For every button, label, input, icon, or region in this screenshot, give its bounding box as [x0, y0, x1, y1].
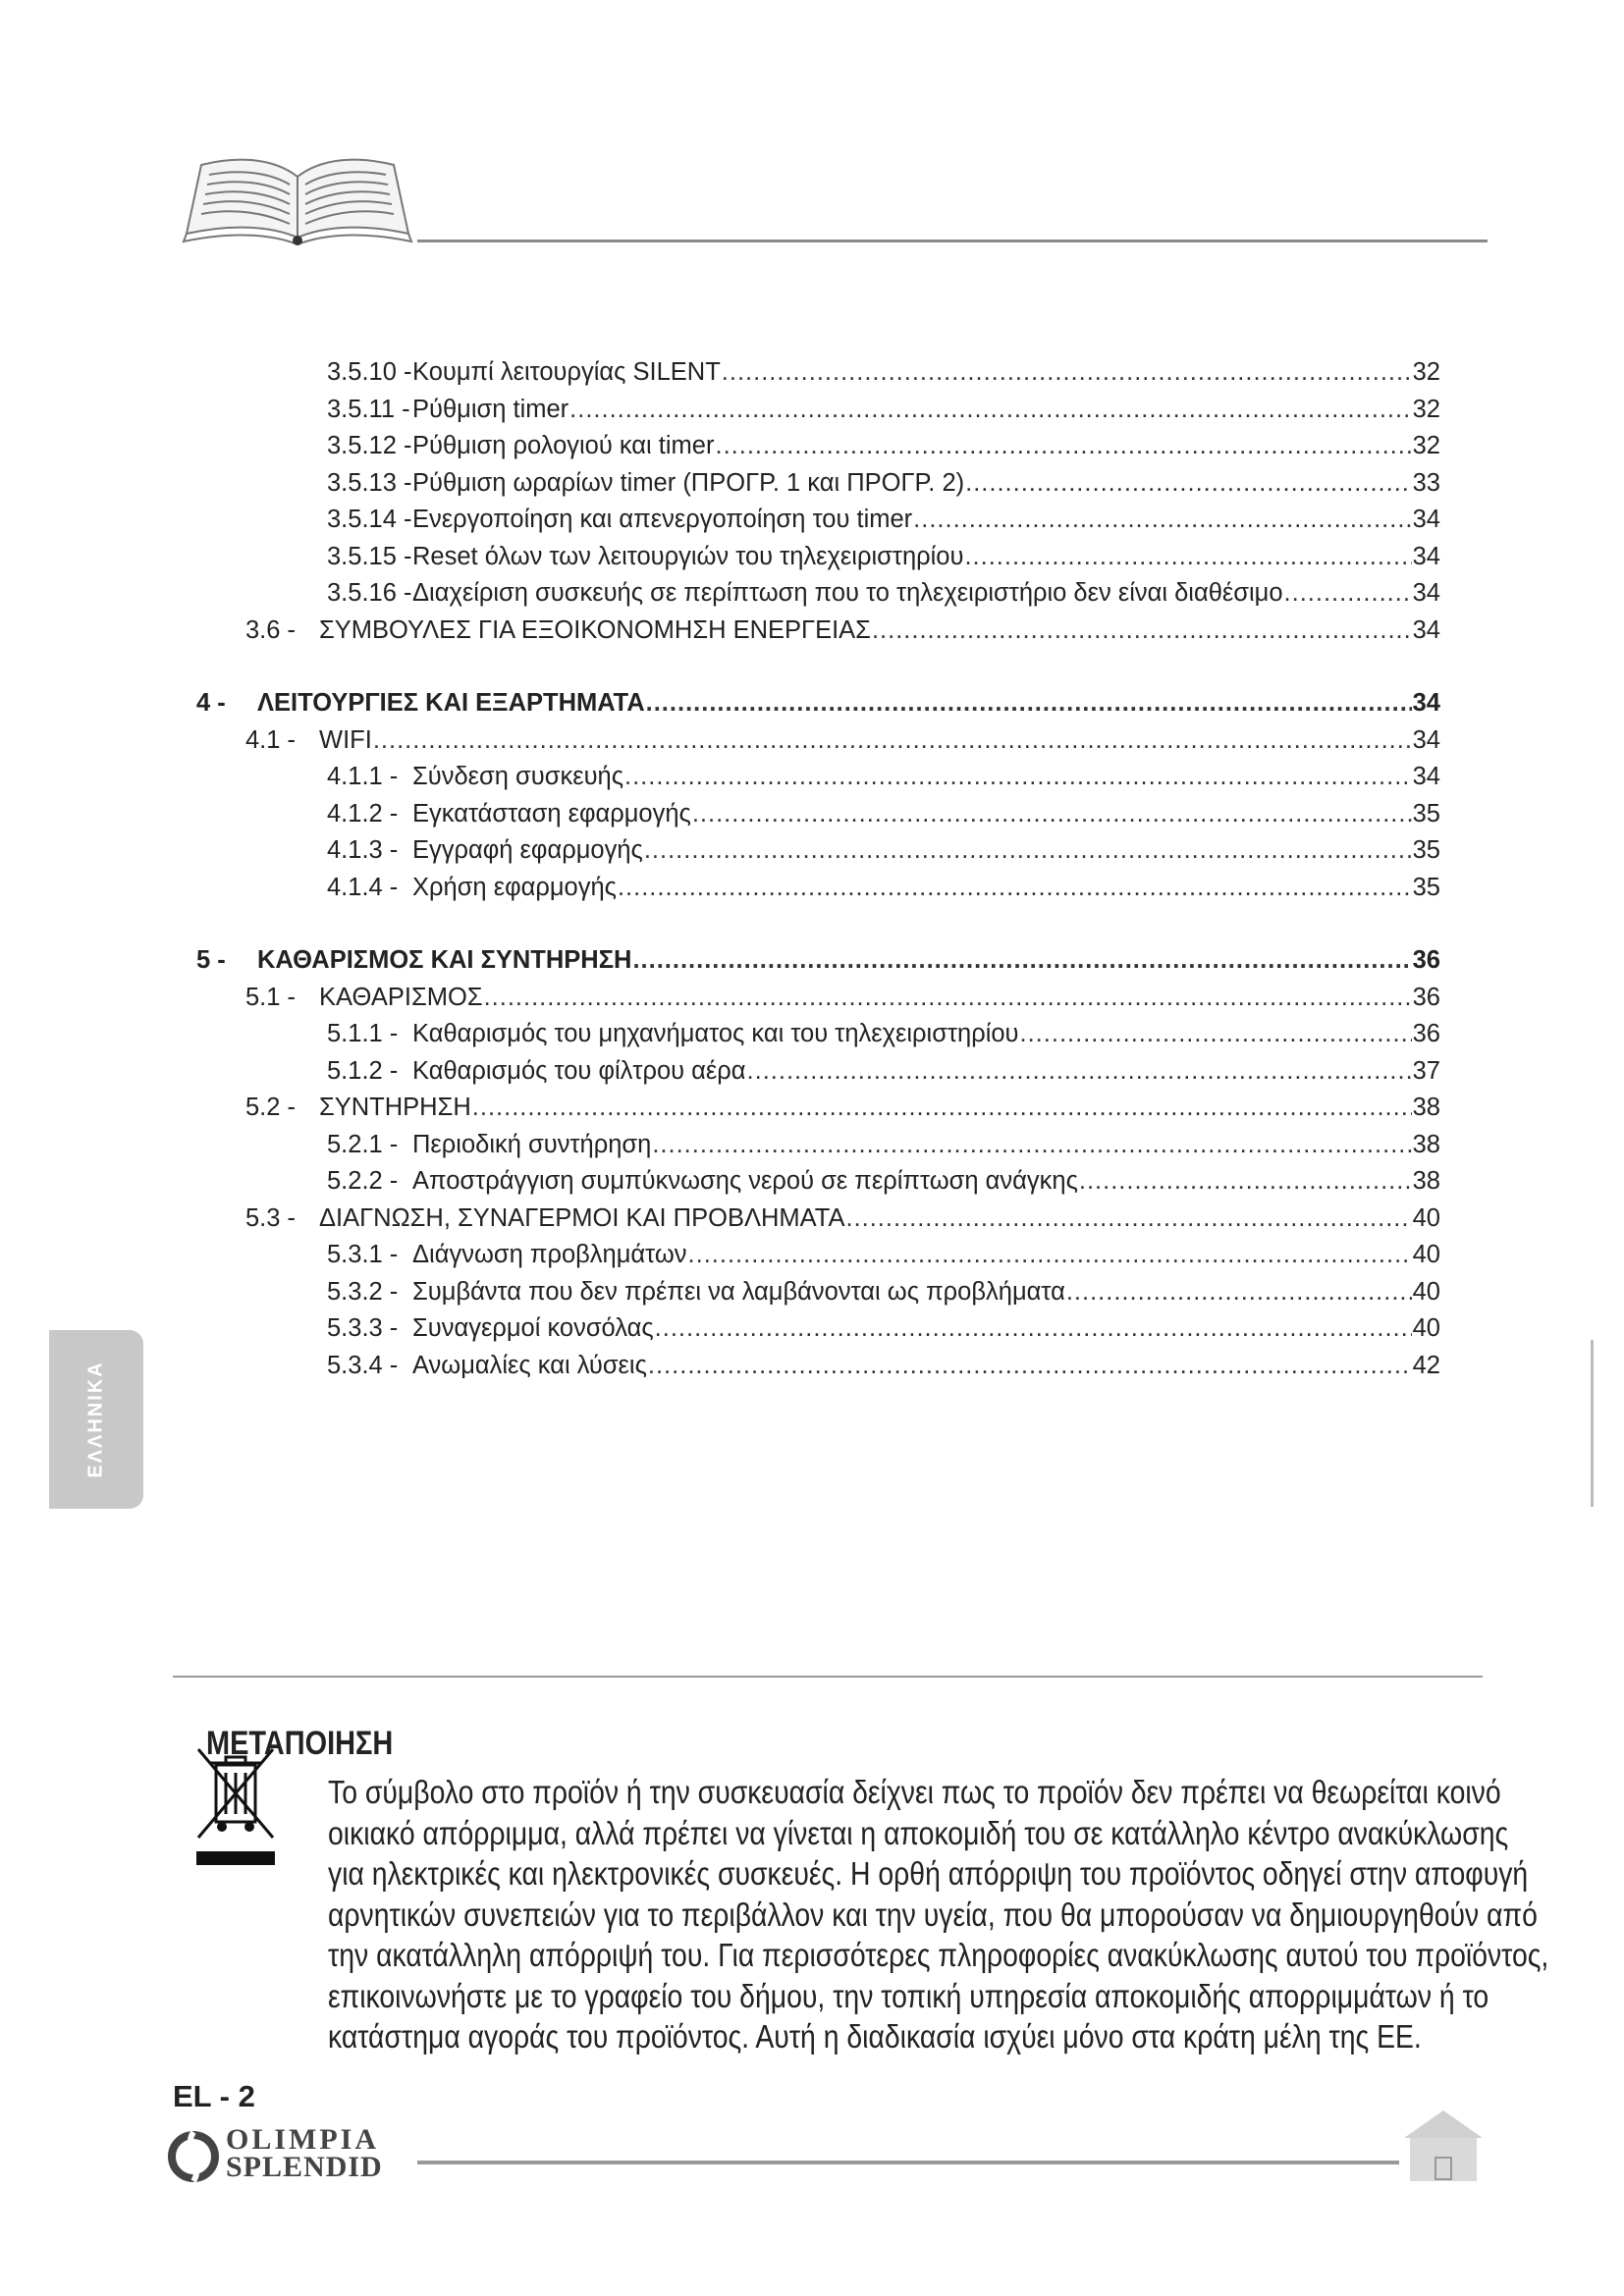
toc-leader-dots — [624, 762, 1412, 791]
toc-entry[interactable] — [327, 762, 1440, 791]
toc-entry-number: 3.5.13 - — [327, 468, 412, 497]
toc-entry[interactable] — [327, 1277, 1440, 1307]
toc-leader-dots — [652, 1130, 1411, 1159]
toc-entry[interactable] — [327, 1351, 1440, 1380]
page-number: EL - 2 — [173, 2079, 255, 2113]
toc-entry[interactable] — [327, 468, 1440, 498]
toc-entry[interactable] — [327, 431, 1440, 460]
toc-entry-page: 33 — [1412, 468, 1440, 497]
toc-entry-title: Reset όλων των λειτουργιών του τηλεχειριστηρίου — [412, 542, 964, 570]
toc-leader-dots — [872, 615, 1412, 645]
toc-entry-number: 5.2.2 - — [327, 1167, 399, 1195]
toc-entry-number: 5.3 - — [245, 1203, 297, 1232]
toc-entry-page: 32 — [1412, 395, 1440, 423]
toc-entry-title: Ρύθμιση ρολογιού και timer — [412, 432, 715, 459]
toc-entry-number: 4 - — [196, 689, 226, 717]
toc-entry-number: 5.3.3 - — [327, 1314, 399, 1342]
toc-entry-page: 38 — [1412, 1130, 1440, 1158]
language-tab-label: ΕΛΛΗΝΙΚΑ — [84, 1361, 107, 1478]
toc-leader-dots — [965, 468, 1412, 498]
toc-entry[interactable] — [327, 799, 1440, 828]
toc-entry-title: Διάγνωση προβλημάτων — [412, 1241, 687, 1268]
toc-leader-dots — [715, 431, 1411, 460]
logo-text-bottom: SPLENDID — [226, 2151, 383, 2183]
book-icon — [182, 147, 417, 245]
toc-entry-title: Διαχείριση συσκευής σε περίπτωση που το τηλεχειριστήριο δεν είναι διαθέσιμο — [412, 579, 1283, 607]
toc-entry[interactable] — [245, 1203, 1440, 1233]
recycling-line: κατάστημα αγοράς του προϊόντος. Αυτή η διαδικασία ισχύει μόνο στα κράτη μέλη της ΕΕ. — [328, 2018, 1422, 2055]
toc-entry-title: Συμβάντα που δεν πρέπει να λαμβάνονται ως προβλήματα — [412, 1277, 1065, 1306]
toc-entry-number: 5.1.2 - — [327, 1056, 399, 1085]
right-margin-mark — [1591, 1340, 1594, 1507]
toc-entry[interactable] — [327, 1240, 1440, 1269]
recycling-line: αρνητικών συνεπειών για το περιβάλλον και την υγεία, που θα μπορούσαν να δημιουργηθούν από — [328, 1896, 1538, 1933]
toc-entry[interactable] — [327, 1130, 1440, 1159]
recycling-text — [328, 1772, 1549, 2057]
toc-entry-page: 34 — [1412, 763, 1440, 790]
toc-entry[interactable] — [245, 1093, 1440, 1122]
toc-entry-title: Εγγραφή εφαρμογής — [412, 836, 643, 864]
toc-entry-title: WIFI — [319, 725, 372, 754]
toc-entry[interactable] — [327, 1166, 1440, 1196]
toc-leader-dots — [644, 835, 1412, 865]
toc-entry[interactable] — [327, 1056, 1440, 1086]
toc-leader-dots — [747, 1056, 1412, 1086]
toc-entry-page: 35 — [1412, 836, 1440, 864]
toc-entry-page: 34 — [1412, 542, 1440, 570]
toc-entry-number: 4.1.1 - — [327, 763, 399, 790]
recycling-line: επικοινωνήστε με το γραφείο του δήμου, την τοπική υπηρεσία αποκομιδής απορριμμάτων ή το — [328, 1977, 1489, 2014]
toc-leader-dots — [373, 725, 1412, 755]
toc-leader-dots — [472, 1093, 1412, 1122]
toc-entry-page: 35 — [1412, 873, 1440, 901]
toc-entry-title: Ανωμαλίες και λύσεις — [412, 1351, 647, 1379]
toc-entry-number: 4.1.4 - — [327, 873, 399, 901]
toc-entry-title: ΣΥΜΒΟΥΛΕΣ ΓΙΑ ΕΞΟΙΚΟΝΟΜΗΣΗ ΕΝΕΡΓΕΙΑΣ — [319, 615, 871, 644]
toc-entry-page: 34 — [1412, 579, 1440, 607]
toc-entry-number: 5.3.1 - — [327, 1241, 399, 1268]
toc-entry-number: 4.1.3 - — [327, 836, 399, 864]
toc-entry-number: 4.1 - — [245, 725, 297, 754]
toc-entry-title: Σύνδεση συσκευής — [412, 763, 623, 790]
header-rule — [417, 240, 1488, 242]
toc-entry-page: 38 — [1412, 1094, 1440, 1121]
toc-entry-number: 5.3.2 - — [327, 1277, 399, 1306]
toc-leader-dots — [913, 505, 1411, 534]
toc-entry-page: 35 — [1412, 799, 1440, 828]
toc-entry-page: 34 — [1412, 615, 1440, 644]
toc-entry-number: 5.2 - — [245, 1094, 297, 1121]
footer-rule — [417, 2161, 1399, 2164]
recycling-line: οικιακό απόρριμμα, αλλά πρέπει να γίνεται η αποκομιδή του σε κατάλληλο κέντρο ανακύκλωσης — [328, 1814, 1509, 1851]
toc-entry[interactable] — [327, 835, 1440, 865]
recycling-title: ΜΕΤΑΠΟΙΗΣΗ — [206, 1725, 394, 1762]
toc-entry-number: 3.5.14 - — [327, 506, 412, 533]
toc-entry-page: 36 — [1412, 1020, 1440, 1047]
toc-entry[interactable] — [245, 725, 1440, 755]
toc-leader-dots — [618, 873, 1412, 902]
toc-entry-page: 34 — [1412, 689, 1440, 717]
toc-entry-title: ΔΙΑΓΝΩΣΗ, ΣΥΝΑΓΕΡΜΟΙ ΚΑΙ ΠΡΟΒΛΗΜΑΤΑ — [319, 1203, 845, 1232]
toc-entry-page: 37 — [1412, 1056, 1440, 1085]
home-icon[interactable] — [1402, 2109, 1485, 2183]
recycling-line: Το σύμβολο στο προϊόν ή την συσκευασία δείχνει πως το προϊόν δεν πρέπει να θεωρείται κοινό — [328, 1774, 1501, 1810]
toc-leader-dots — [845, 1203, 1411, 1233]
toc-entry-page: 40 — [1412, 1277, 1440, 1306]
toc-entry-page: 40 — [1412, 1203, 1440, 1232]
toc-entry-title: Ενεργοποίηση και απενεργοποίηση του timer — [412, 506, 913, 533]
toc-entry-page: 34 — [1412, 725, 1440, 754]
toc-entry-number: 3.5.12 - — [327, 432, 412, 459]
logo-text-top: OLIMPIA — [226, 2123, 379, 2156]
toc-entry-title: Συναγερμοί κονσόλας — [412, 1314, 654, 1342]
toc-leader-dots — [632, 945, 1411, 975]
toc-entry-title: Καθαρισμός του φίλτρου αέρα — [412, 1056, 746, 1085]
toc-entry[interactable] — [327, 395, 1440, 424]
toc-entry-page: 32 — [1412, 432, 1440, 459]
toc-entry-title: Καθαρισμός του μηχανήματος και του τηλεχειριστηρίου — [412, 1020, 1019, 1047]
toc-entry[interactable] — [327, 1313, 1440, 1343]
toc-entry-title: Χρήση εφαρμογής — [412, 873, 617, 901]
recycling-line: την ακατάλληλη απόρριψή του. Για περισσότερες πληροφορίες ανακύκλωσης αυτού του προϊόντος, — [328, 1937, 1549, 1973]
toc-entry[interactable] — [245, 983, 1440, 1012]
olimpia-logo-icon — [165, 2128, 222, 2185]
toc-entry-number: 5.2.1 - — [327, 1130, 399, 1158]
toc-leader-dots — [569, 395, 1411, 424]
toc-entry-number: 3.6 - — [245, 615, 297, 644]
toc-entry-title: Εγκατάσταση εφαρμογής — [412, 799, 691, 828]
toc-entry-page: 36 — [1412, 946, 1440, 974]
toc-leader-dots — [692, 799, 1412, 828]
toc-entry-number: 5.3.4 - — [327, 1351, 399, 1379]
toc-entry[interactable] — [327, 578, 1440, 608]
toc-entry[interactable] — [327, 505, 1440, 534]
toc-leader-dots — [655, 1313, 1412, 1343]
toc-entry[interactable] — [327, 873, 1440, 902]
toc-entry-title: Ρύθμιση ωραρίων timer (ΠΡΟΓΡ. 1 και ΠΡΟΓΡ. 2) — [412, 468, 965, 497]
toc-entry-title: Κουμπί λειτουργίας SILENT — [412, 358, 721, 386]
toc-entry[interactable] — [327, 1019, 1440, 1048]
toc-entry-title: ΛΕΙΤΟΥΡΓΙΕΣ ΚΑΙ ΕΞΑΡΤΗΜΑΤΑ — [257, 689, 645, 717]
toc-entry-page: 42 — [1412, 1351, 1440, 1379]
toc-entry-title: ΚΑΘΑΡΙΣΜΟΣ ΚΑΙ ΣΥΝΤΗΡΗΣΗ — [257, 946, 632, 974]
toc-entry-title: Αποστράγγιση συμπύκνωσης νερού σε περίπτωση ανάγκης — [412, 1167, 1078, 1195]
toc-entry-title: ΣΥΝΤΗΡΗΣΗ — [319, 1094, 471, 1121]
toc-leader-dots — [484, 983, 1412, 1012]
language-tab — [49, 1330, 143, 1509]
toc-entry[interactable] — [327, 542, 1440, 571]
toc-entry-number: 3.5.16 - — [327, 579, 412, 607]
toc-entry-page: 40 — [1412, 1241, 1440, 1268]
toc-leader-dots — [1284, 578, 1412, 608]
toc-leader-dots — [1079, 1166, 1412, 1196]
section-divider — [173, 1676, 1483, 1678]
toc-entry-number: 5.1 - — [245, 983, 297, 1011]
toc-entry-number: 3.5.10 - — [327, 358, 412, 386]
toc-entry-title: Ρύθμιση timer — [412, 395, 569, 423]
toc-leader-dots — [722, 357, 1412, 387]
toc-leader-dots — [648, 1351, 1412, 1380]
toc-entry-number: 5 - — [196, 946, 226, 974]
toc-leader-dots — [1066, 1277, 1412, 1307]
toc-leader-dots — [1020, 1019, 1412, 1048]
toc-entry-title: ΚΑΘΑΡΙΣΜΟΣ — [319, 983, 483, 1011]
toc-entry-number: 4.1.2 - — [327, 799, 399, 828]
recycling-line: για ηλεκτρικές και ηλεκτρονικές συσκευές. Η ορθή απόρριψη του προϊόντος οδηγεί στην αποφυγή — [328, 1855, 1529, 1892]
toc-leader-dots — [646, 688, 1412, 718]
toc-leader-dots — [964, 542, 1411, 571]
toc-entry-number: 5.1.1 - — [327, 1020, 399, 1047]
toc-entry-title: Περιοδική συντήρηση — [412, 1130, 652, 1158]
toc-entry-page: 34 — [1412, 506, 1440, 533]
toc-entry[interactable] — [196, 945, 1440, 975]
toc-entry[interactable] — [196, 688, 1440, 718]
toc-entry-page: 36 — [1412, 983, 1440, 1011]
toc-entry-page: 32 — [1412, 358, 1440, 386]
toc-entry-page: 38 — [1412, 1167, 1440, 1195]
toc-entry-number: 3.5.11 - — [327, 395, 410, 423]
toc-entry[interactable] — [245, 615, 1440, 645]
toc-entry-number: 3.5.15 - — [327, 542, 412, 570]
toc-entry-page: 40 — [1412, 1314, 1440, 1342]
toc-leader-dots — [688, 1240, 1412, 1269]
toc-entry[interactable] — [327, 357, 1440, 387]
